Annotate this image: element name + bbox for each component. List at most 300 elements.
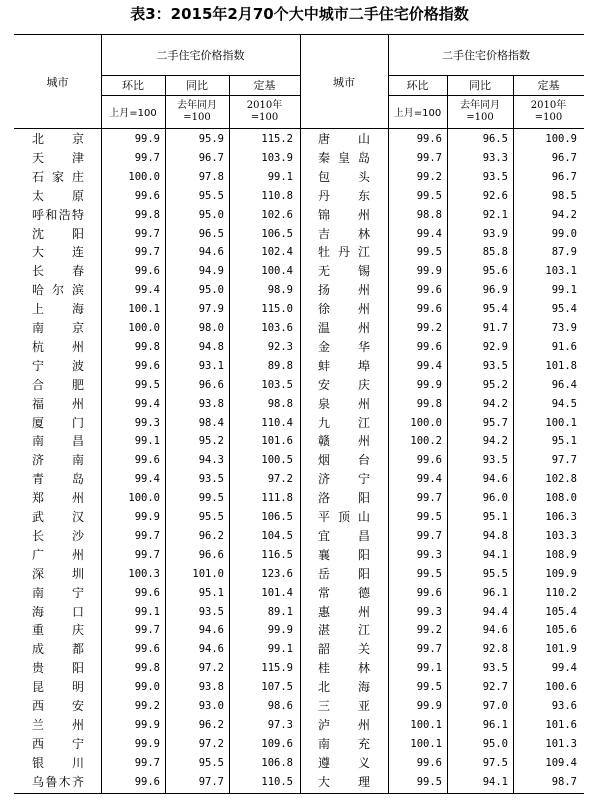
yoy-value-right: 94.2 [482,435,508,448]
mom-value-right: 99.8 [416,397,442,410]
base-value-right: 108.9 [545,548,577,561]
table-row [14,546,584,565]
table-row [14,754,584,773]
yoy-value-right: 96.1 [482,718,508,731]
city-name-left: 长春 [32,264,84,279]
yoy-value-right: 93.3 [482,151,508,164]
yoy-value-left: 95.5 [198,189,224,202]
base-value-left: 103.5 [261,378,293,391]
mom-value-left: 99.6 [134,359,160,372]
mom-value-left: 100.0 [128,492,160,505]
mom-value-left: 99.7 [134,529,160,542]
yoy-value-right: 95.0 [482,737,508,750]
mom-value-left: 99.3 [134,416,160,429]
header-mom-sub-left: 上月=100 [109,108,157,119]
yoy-value-right: 92.1 [482,208,508,221]
header-base-sub-left: 2010年=100 [246,99,283,123]
mom-value-left: 99.9 [134,511,160,523]
base-value-right: 96.4 [551,378,577,391]
yoy-value-left: 95.0 [198,208,224,221]
table-row [14,621,584,640]
base-value-left: 109.6 [261,737,293,750]
mom-value-left: 99.7 [134,246,160,259]
base-value-right: 102.8 [545,473,577,486]
table-row [14,773,584,792]
header-yoy-sub-left: 去年同月=100 [177,99,217,123]
city-name-right: 济宁 [318,472,370,487]
table-row [14,206,584,225]
yoy-value-left: 95.0 [198,284,224,297]
city-name-right: 唐山 [318,132,370,146]
base-value-right: 73.9 [551,322,577,334]
base-value-left: 97.2 [267,473,293,486]
base-value-left: 115.9 [261,662,293,675]
base-value-right: 91.6 [551,340,577,353]
base-value-right: 101.9 [545,643,577,656]
mom-value-right: 99.9 [416,378,442,391]
yoy-value-left: 99.5 [198,492,224,505]
city-name-left: 郑州 [32,491,84,506]
city-name-left: 西宁 [32,736,84,751]
yoy-value-right: 94.2 [482,397,508,410]
city-name-left: 南京 [32,321,84,335]
yoy-value-right: 93.5 [482,662,508,675]
city-name-right: 蚌埠 [318,358,370,373]
city-name-right: 扬州 [318,283,370,298]
city-name-right: 南充 [318,736,370,751]
base-value-right: 97.7 [551,454,577,467]
yoy-value-left: 97.8 [198,170,224,183]
yoy-value-right: 97.5 [482,756,508,769]
yoy-value-left: 94.6 [198,624,224,637]
base-value-right: 103.3 [545,529,577,542]
base-value-left: 97.3 [267,718,293,731]
city-name-left: 长沙 [32,528,84,543]
mom-value-left: 99.6 [134,586,160,599]
yoy-value-left: 101.0 [192,567,224,580]
city-name-left: 济南 [32,453,84,468]
mom-value-left: 99.9 [134,737,160,750]
table-title: 表3：2015年2月70个大中城市二手住宅价格指数 [130,5,469,23]
yoy-value-left: 93.8 [198,681,224,694]
city-name-left: 呼和浩特 [32,207,84,222]
base-value-right: 95.4 [551,303,577,316]
table-row [14,168,584,187]
yoy-value-right: 95.2 [482,378,508,391]
base-value-left: 99.1 [267,643,293,656]
header-mom-sub-right: 上月=100 [393,108,442,119]
city-name-left: 贵阳 [32,661,84,676]
city-name-left: 石家庄 [32,169,84,184]
mom-value-right: 99.5 [416,567,442,580]
city-name-left: 西安 [32,699,84,713]
base-value-right: 100.1 [545,416,577,429]
table-row [14,338,584,357]
table-row [14,243,584,262]
mom-value-left: 99.7 [134,624,160,637]
base-value-right: 99.1 [551,284,577,297]
base-value-left: 99.9 [267,624,293,637]
base-value-right: 99.0 [551,227,577,240]
yoy-value-right: 96.5 [482,133,508,145]
header-group-right: 二手住宅价格指数 [442,49,530,62]
yoy-value-left: 97.2 [198,737,224,750]
header-base-right: 定基 [537,79,560,92]
city-name-left: 广州 [32,547,84,562]
base-value-right: 96.7 [551,151,577,164]
city-name-left: 兰州 [32,717,84,732]
city-name-left: 北京 [32,132,84,146]
city-name-left: 哈尔滨 [32,283,84,298]
base-value-left: 123.6 [261,567,293,580]
city-name-right: 安庆 [318,377,370,392]
table-row [14,489,584,508]
city-name-right: 泉州 [318,396,370,411]
city-name-left: 海口 [32,604,84,619]
city-name-right: 赣州 [318,434,370,449]
yoy-value-right: 91.7 [482,322,508,334]
yoy-value-right: 95.7 [482,416,508,429]
yoy-value-right: 92.8 [482,643,508,656]
mom-value-left: 100.3 [128,567,160,580]
city-name-left: 武汉 [32,510,84,524]
table-row [14,300,584,319]
yoy-value-right: 92.6 [482,189,508,202]
base-value-right: 94.5 [551,397,577,410]
city-name-right: 遵义 [318,755,370,770]
yoy-value-right: 93.5 [482,359,508,372]
base-value-right: 95.1 [551,435,577,448]
mom-value-right: 99.6 [416,133,442,145]
mom-value-left: 99.6 [134,189,160,202]
yoy-value-left: 97.2 [198,662,224,675]
mom-value-right: 99.3 [416,605,442,618]
header-yoy-sub-right: 去年同月=100 [460,99,500,123]
city-name-right: 三亚 [318,699,370,713]
base-value-left: 115.0 [261,303,293,316]
mom-value-left: 99.1 [134,435,160,448]
base-value-left: 110.8 [261,189,293,202]
yoy-value-left: 95.5 [198,756,224,769]
city-name-right: 秦皇岛 [318,150,370,165]
city-name-right: 常德 [318,585,370,600]
yoy-value-right: 94.1 [482,775,508,788]
mom-value-right: 99.2 [416,170,442,183]
mom-value-right: 99.5 [416,189,442,202]
table-row [14,395,584,414]
table-row [14,149,584,168]
city-name-right: 金华 [318,339,370,354]
table-row [14,281,584,300]
yoy-value-right: 94.4 [482,605,508,618]
yoy-value-left: 93.8 [198,397,224,410]
yoy-value-left: 97.7 [198,775,224,788]
city-name-left: 南宁 [32,585,84,600]
table-row [14,187,584,206]
mom-value-right: 99.5 [416,681,442,694]
table-row [14,735,584,754]
table-row [14,319,584,338]
mom-value-left: 100.0 [128,322,160,334]
yoy-value-right: 94.1 [482,548,508,561]
mom-value-right: 99.4 [416,227,442,240]
mom-value-right: 99.4 [416,359,442,372]
base-value-right: 101.3 [545,737,577,750]
base-value-right: 94.2 [551,208,577,221]
city-name-right: 温州 [318,321,370,335]
rule [101,95,300,96]
mom-value-right: 99.7 [416,529,442,542]
base-value-right: 98.7 [551,775,577,788]
mom-value-right: 99.9 [416,700,442,712]
yoy-value-left: 98.0 [198,322,224,334]
mom-value-left: 99.7 [134,756,160,769]
table-row [14,584,584,603]
table-row [14,678,584,697]
base-value-left: 102.4 [261,246,293,259]
mom-value-right: 99.5 [416,246,442,259]
city-name-right: 包头 [318,169,370,184]
city-name-left: 福州 [32,396,84,411]
table-row [14,470,584,489]
base-value-left: 98.8 [267,397,293,410]
yoy-value-right: 92.7 [482,681,508,694]
mom-value-right: 99.6 [416,284,442,297]
header-base-left: 定基 [253,79,276,92]
table-row [14,432,584,451]
mom-value-right: 99.6 [416,303,442,316]
base-value-right: 87.9 [551,246,577,259]
table-row [14,565,584,584]
mom-value-right: 99.2 [416,322,442,334]
yoy-value-left: 94.6 [198,246,224,259]
base-value-right: 110.2 [545,586,577,599]
table-row [14,508,584,527]
base-value-left: 98.6 [267,700,293,712]
city-name-left: 厦门 [32,415,84,430]
yoy-value-left: 94.6 [198,643,224,656]
yoy-value-left: 98.4 [198,416,224,429]
header-yoy-left: 同比 [186,79,208,92]
mom-value-right: 98.8 [416,208,442,221]
mom-value-right: 100.1 [410,718,442,731]
mom-value-left: 99.8 [134,208,160,221]
base-value-right: 101.6 [545,718,577,731]
yoy-value-left: 93.1 [198,359,224,372]
city-name-left: 大连 [32,245,84,260]
mom-value-left: 99.8 [134,662,160,675]
base-value-right: 109.4 [545,756,577,769]
mom-value-right: 100.2 [410,435,442,448]
table-row [14,262,584,281]
city-name-left: 青岛 [32,472,84,487]
yoy-value-right: 96.1 [482,586,508,599]
mom-value-right: 99.5 [416,511,442,523]
mom-value-left: 99.9 [134,718,160,731]
yoy-value-left: 93.5 [198,473,224,486]
mom-value-right: 99.6 [416,586,442,599]
table-row [14,130,584,149]
header-base-sub-right: 2010年=100 [530,99,567,123]
mom-value-right: 99.2 [416,624,442,637]
city-name-left: 合肥 [32,377,84,392]
base-value-left: 100.5 [261,454,293,467]
city-name-left: 杭州 [32,339,84,354]
mom-value-right: 99.7 [416,151,442,164]
city-name-left: 昆明 [32,680,84,695]
city-name-right: 牡丹江 [318,245,370,260]
yoy-value-left: 94.9 [198,265,224,278]
base-value-left: 106.5 [261,227,293,240]
mom-value-right: 99.6 [416,340,442,353]
city-name-right: 洛阳 [318,491,370,506]
yoy-value-right: 96.9 [482,284,508,297]
mom-value-left: 99.5 [134,378,160,391]
header-group-left: 二手住宅价格指数 [156,49,245,62]
yoy-value-left: 95.1 [198,586,224,599]
rule [101,75,300,76]
base-value-left: 100.4 [261,265,293,278]
yoy-value-right: 93.5 [482,454,508,467]
base-value-left: 111.8 [261,492,293,505]
city-name-left: 重庆 [32,623,84,638]
mom-value-right: 99.3 [416,548,442,561]
mom-value-right: 100.1 [410,737,442,750]
yoy-value-left: 96.5 [198,227,224,240]
mom-value-right: 99.5 [416,775,442,788]
mom-value-right: 99.7 [416,492,442,505]
table-row [14,414,584,433]
mom-value-left: 99.4 [134,473,160,486]
base-value-left: 106.8 [261,756,293,769]
table-row [14,659,584,678]
yoy-value-left: 96.2 [198,529,224,542]
yoy-value-left: 96.2 [198,718,224,731]
mom-value-right: 99.4 [416,473,442,486]
base-value-right: 103.1 [545,265,577,278]
city-name-right: 丹东 [318,188,370,203]
mom-value-right: 99.9 [416,265,442,278]
base-value-left: 101.6 [261,435,293,448]
mom-value-left: 100.1 [128,303,160,316]
mom-value-left: 99.1 [134,605,160,618]
mom-value-left: 100.0 [128,170,160,183]
base-value-right: 100.9 [545,133,577,145]
yoy-value-left: 95.2 [198,435,224,448]
city-name-left: 上海 [32,302,84,317]
yoy-value-right: 93.5 [482,170,508,183]
base-value-left: 115.2 [261,133,293,145]
base-value-left: 103.9 [261,151,293,164]
mom-value-right: 100.0 [410,416,442,429]
mom-value-right: 99.1 [416,662,442,675]
header-bottom-rule [14,128,584,129]
table-row [14,451,584,470]
base-value-right: 99.4 [551,662,577,675]
yoy-value-left: 93.5 [198,605,224,618]
table-row [14,603,584,622]
city-name-right: 湛江 [318,623,370,638]
mom-value-left: 99.8 [134,340,160,353]
mom-value-left: 99.9 [134,133,160,145]
city-name-left: 成都 [32,642,84,657]
yoy-value-left: 95.9 [198,133,224,145]
yoy-value-right: 97.0 [482,700,508,712]
yoy-value-left: 97.9 [198,303,224,316]
yoy-value-right: 96.0 [482,492,508,505]
yoy-value-left: 94.8 [198,340,224,353]
yoy-value-right: 95.5 [482,567,508,580]
yoy-value-right: 95.4 [482,303,508,316]
city-name-right: 大理 [318,774,370,789]
base-value-right: 105.4 [545,605,577,618]
city-name-left: 太原 [32,188,84,203]
city-name-right: 九江 [318,415,370,430]
yoy-value-left: 96.6 [198,378,224,391]
base-value-left: 99.1 [267,170,293,183]
mom-value-right: 99.7 [416,643,442,656]
mom-value-left: 99.6 [134,775,160,788]
city-name-right: 锦州 [318,207,370,222]
yoy-value-right: 94.6 [482,473,508,486]
yoy-value-left: 93.0 [198,700,224,712]
mom-value-left: 99.6 [134,265,160,278]
table-row [14,527,584,546]
base-value-right: 100.6 [545,681,577,694]
mom-value-left: 99.7 [134,548,160,561]
mom-value-left: 99.6 [134,643,160,656]
header-city-right: 城市 [333,75,355,89]
rule [388,95,584,96]
city-name-right: 襄阳 [318,547,370,562]
base-value-left: 110.4 [261,416,293,429]
city-name-right: 宜昌 [318,528,370,543]
yoy-value-left: 96.7 [198,151,224,164]
city-name-right: 徐州 [318,302,370,317]
city-name-right: 岳阳 [318,566,370,581]
header-mom-left: 环比 [122,79,144,92]
base-value-right: 101.8 [545,359,577,372]
table-row [14,357,584,376]
base-value-right: 106.3 [545,511,577,523]
city-name-right: 泸州 [318,717,370,732]
mom-value-left: 99.7 [134,151,160,164]
city-name-right: 北海 [318,680,370,695]
yoy-value-left: 95.5 [198,511,224,523]
header-city-left: 城市 [46,75,69,89]
city-name-right: 韶关 [318,642,370,657]
yoy-value-right: 92.9 [482,340,508,353]
base-value-left: 102.6 [261,208,293,221]
mom-value-left: 99.6 [134,454,160,467]
base-value-right: 108.0 [545,492,577,505]
base-value-right: 93.6 [551,700,577,712]
base-value-right: 109.9 [545,567,577,580]
mom-value-right: 99.6 [416,454,442,467]
base-value-left: 104.5 [261,529,293,542]
header-mom-right: 环比 [406,79,429,92]
base-value-right: 105.6 [545,624,577,637]
yoy-value-right: 95.6 [482,265,508,278]
yoy-value-right: 94.6 [482,624,508,637]
mom-value-left: 99.4 [134,284,160,297]
base-value-left: 106.5 [261,511,293,523]
table-row [14,697,584,716]
city-name-left: 南昌 [32,434,84,449]
city-name-right: 平顶山 [318,510,370,524]
city-name-left: 深圳 [32,566,84,581]
yoy-value-right: 94.8 [482,529,508,542]
